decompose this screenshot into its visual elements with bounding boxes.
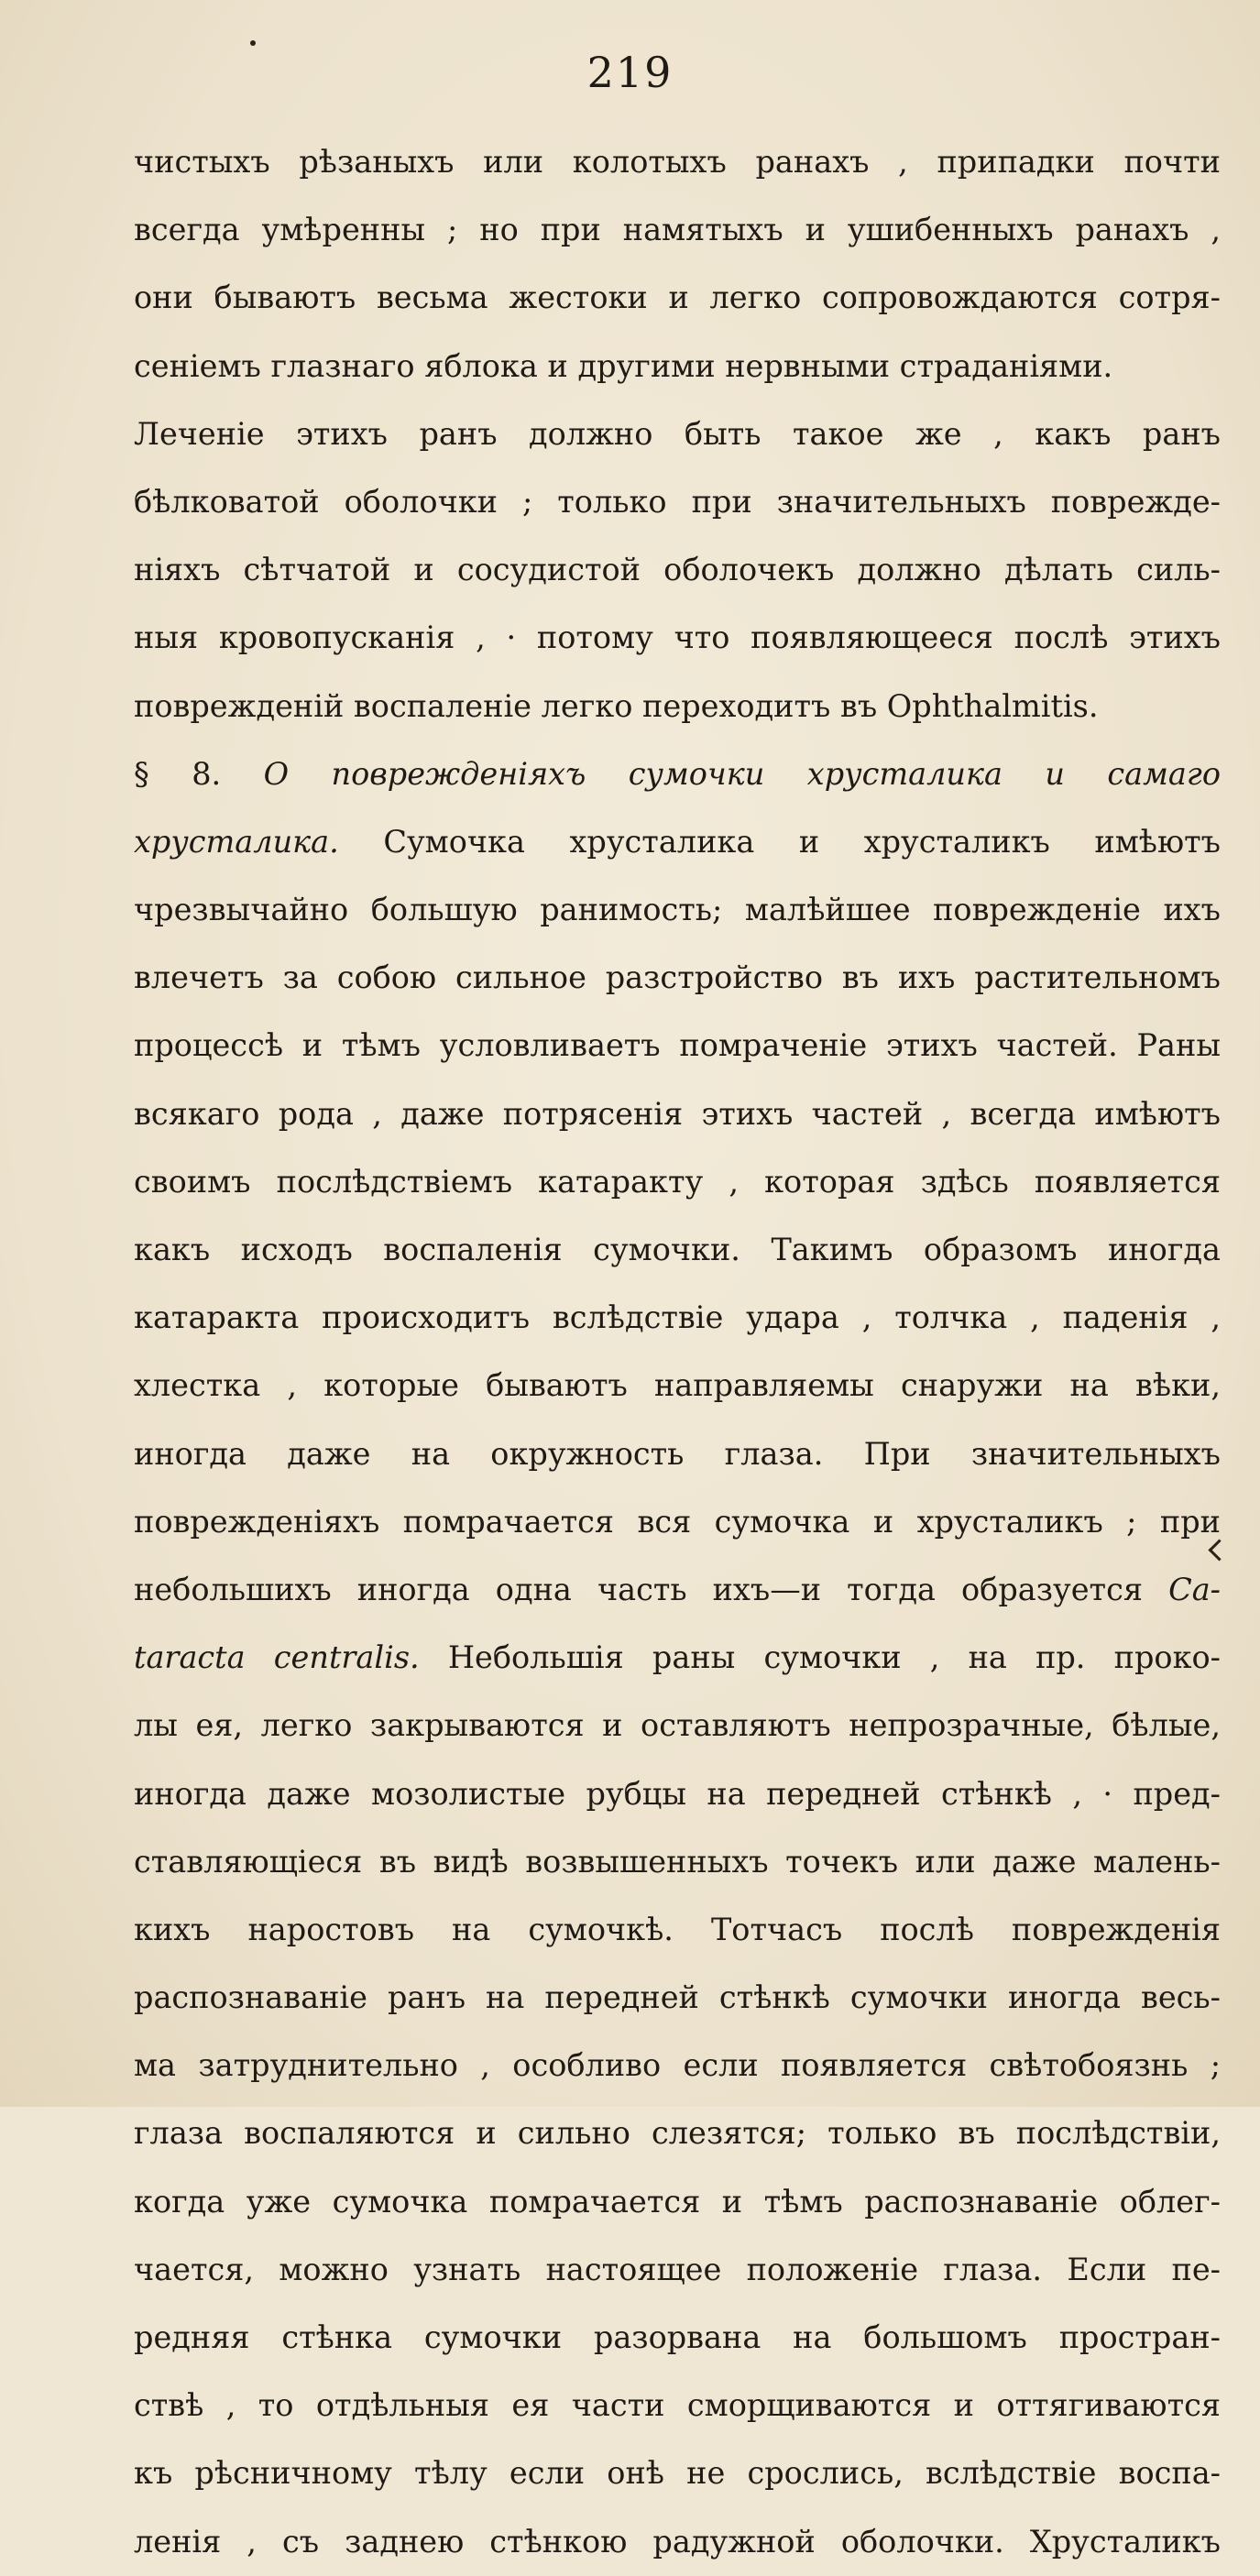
text-line: иногда даже на окружность глаза. При значительныхъ: [134, 1435, 1221, 1472]
text-line: бѣлковатой оболочки ; только при значительныхъ пoврежде-: [134, 483, 1221, 520]
text-line: ствѣ , то отдѣльныя ея части сморщиваются и оттягиваются: [134, 2387, 1221, 2424]
text-line: распознаванiе ранъ на передней стѣнкѣ сумочки иногда весь-: [134, 1979, 1221, 2016]
text-line: чистыхъ рѣзаныхъ или колотыхъ ранахъ , припадки почти: [134, 144, 1221, 180]
text-line: катаракта происходитъ вслѣдствiе удара , толчка , паденiя ,: [134, 1299, 1221, 1336]
italic-text: хрусталика.: [134, 823, 339, 860]
italic-text: taracta centralis.: [134, 1639, 420, 1676]
text-line: кихъ наростовъ на сумочкѣ. Тотчасъ послѣ поврежденiя: [134, 1911, 1221, 1947]
text-line: чается, можно узнать настоящее положенiе глаза. Если пе-: [134, 2251, 1221, 2287]
text-line: къ рѣсничному тѣлу если онѣ не срослись, вслѣдствiе воспа-: [134, 2455, 1221, 2492]
text-line: всегда умѣренны ; но при намятыхъ и ушибенныхъ ранахъ ,: [134, 212, 1221, 248]
text-line: процессѣ и тѣмъ условливаетъ помраченiе этихъ частей. Раны: [134, 1027, 1221, 1064]
text-line: всякаго рода , даже потрясенiя этихъ частей , всегда имѣютъ: [134, 1095, 1221, 1132]
ink-speck: [250, 40, 256, 46]
text-line: влечетъ за собою сильное разстройство въ ихъ растительномъ: [134, 959, 1221, 996]
text-line: они бываютъ весьма жестоки и легко сопровождаются сотря-: [134, 280, 1221, 316]
text-line: лы ея, легко закрываются и оставляютъ непрозрачные, бѣлые,: [134, 1707, 1221, 1744]
text-line: чрезвычайно большую ранимость; малѣйшее поврежденiе ихъ: [134, 892, 1221, 928]
text-line: ма затруднительно , особливо если появляется свѣтобоязнь ;: [134, 2047, 1221, 2084]
text-line: когда уже сумочка помрачается и тѣмъ распознаванiе облег-: [134, 2183, 1221, 2220]
text-line: taracta centralis. Небольшiя раны сумочки , на пр. проко-: [134, 1639, 1221, 1676]
page-number: 219: [586, 48, 674, 97]
text-line: сенiемъ глазнаго яблока и другими нервными страданiями.: [134, 347, 1113, 384]
text-line: § 8. О поврежденiяхъ сумочки хрусталика и самаго: [134, 755, 1221, 792]
text-line: редняя стѣнка сумочки разорвана на большомъ простран-: [134, 2319, 1221, 2355]
italic-text: Ca-: [1168, 1571, 1221, 1607]
text-line: ныя кровопусканiя , · потому что появляющееся послѣ этихъ: [134, 619, 1221, 656]
body-text: [134, 128, 1221, 2576]
text-line: глаза воспаляются и сильно слезятся; только въ послѣдствiи,: [134, 2115, 1221, 2152]
text-line: иногда даже мозолистые рубцы на передней стѣнкѣ , · пред-: [134, 1775, 1221, 1812]
text-line: поврежденiяхъ помрачается вся сумочка и хрусталикъ ; при: [134, 1503, 1221, 1540]
text-line: хрусталика. Сумочка хрусталика и хрусталикъ имѣютъ: [134, 823, 1221, 860]
text-line: хлестка , которые бываютъ направляемы снаружи на вѣки,: [134, 1367, 1221, 1404]
text-line: нiяхъ сѣтчатой и сосудистой оболочекъ должно дѣлать силь-: [134, 552, 1221, 588]
text-line: ленiя , съ заднею стѣнкою радужной оболочки. Хрусталикъ: [134, 2523, 1221, 2560]
italic-text: О поврежденiяхъ сумочки хрусталика и самаго: [263, 755, 1221, 792]
text-line: Леченiе этихъ ранъ должно быть такое же , какъ ранъ: [134, 415, 1221, 452]
text-line: какъ исходъ воспаленiя сумочки. Такимъ образомъ иногда: [134, 1232, 1221, 1267]
text-line: небольшихъ иногда одна часть ихъ—и тогда образуется Ca-: [134, 1571, 1221, 1607]
text-line: поврежденiй воспаленiе легко переходитъ въ Ophthalmitis.: [134, 687, 1099, 724]
text-line: ставляющiеся въ видѣ возвышенныхъ точекъ или даже малень-: [134, 1843, 1221, 1880]
text-line: своимъ послѣдствiемъ катаракту , которая здѣсь появляется: [134, 1163, 1221, 1200]
